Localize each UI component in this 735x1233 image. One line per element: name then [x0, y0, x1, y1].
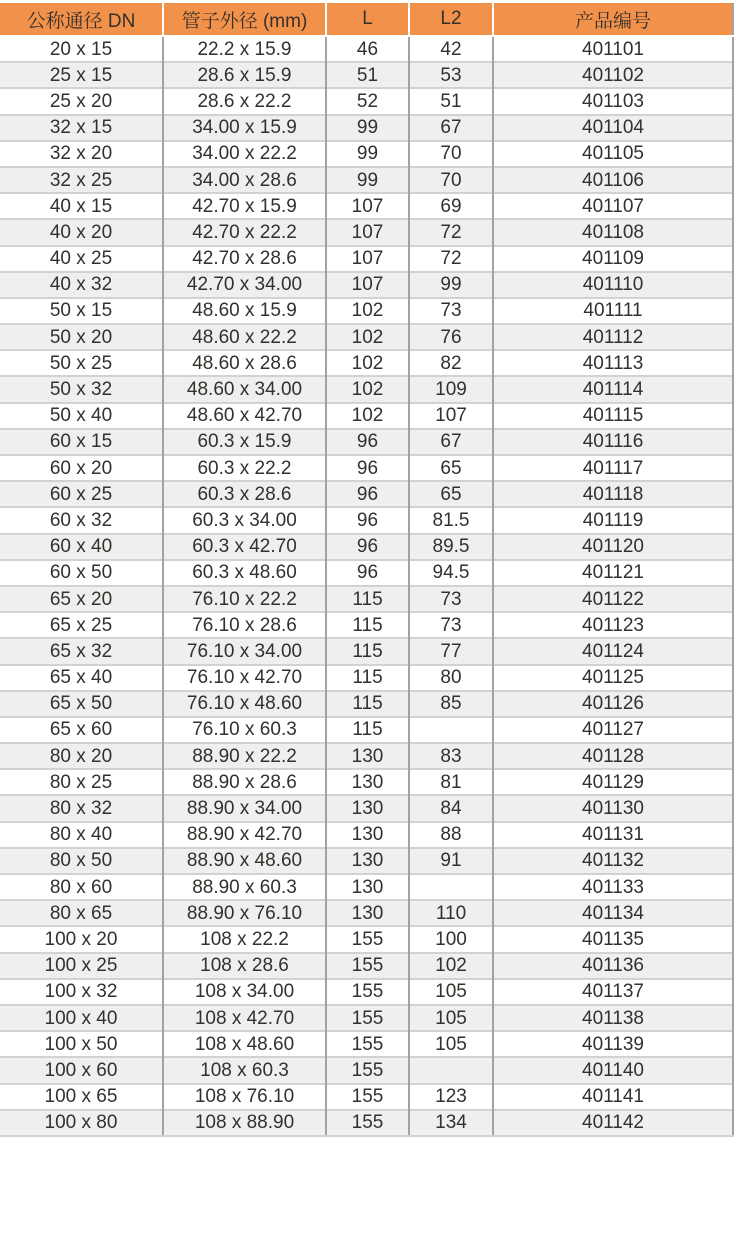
table-row	[0, 874, 733, 900]
table-cell: 401126	[493, 691, 733, 717]
table-cell: 401111	[493, 298, 733, 324]
table-row	[0, 350, 733, 376]
table-cell: 76	[409, 324, 493, 350]
table-cell: 60 x 40	[0, 534, 163, 560]
table-cell: 67	[409, 429, 493, 455]
table-cell: 107	[326, 272, 409, 298]
table-cell: 401124	[493, 638, 733, 664]
table-cell: 60 x 32	[0, 507, 163, 533]
table-cell: 80 x 20	[0, 743, 163, 769]
table-cell: 401112	[493, 324, 733, 350]
table-cell: 401122	[493, 586, 733, 612]
table-cell: 48.60 x 42.70	[163, 403, 326, 429]
table-cell: 60.3 x 28.6	[163, 481, 326, 507]
table-cell: 40 x 32	[0, 272, 163, 298]
table-cell: 107	[326, 246, 409, 272]
table-cell: 130	[326, 769, 409, 795]
table-cell: 100 x 80	[0, 1110, 163, 1136]
table-cell: 401129	[493, 769, 733, 795]
table-cell: 72	[409, 219, 493, 245]
table-row	[0, 848, 733, 874]
table-row	[0, 141, 733, 167]
table-cell: 107	[326, 193, 409, 219]
table-cell: 77	[409, 638, 493, 664]
table-cell: 401105	[493, 141, 733, 167]
table-row	[0, 1005, 733, 1031]
table-cell: 88.90 x 48.60	[163, 848, 326, 874]
table-cell	[409, 1057, 493, 1083]
table-cell: 40 x 20	[0, 219, 163, 245]
table-cell: 130	[326, 900, 409, 926]
table-cell: 50 x 40	[0, 403, 163, 429]
table-cell: 401139	[493, 1031, 733, 1057]
table-cell: 76.10 x 34.00	[163, 638, 326, 664]
table-row	[0, 167, 733, 193]
table-cell: 401135	[493, 926, 733, 952]
table-row	[0, 1110, 733, 1136]
table-cell: 401141	[493, 1084, 733, 1110]
table-cell: 53	[409, 62, 493, 88]
table-cell: 105	[409, 1031, 493, 1057]
table-cell: 28.6 x 15.9	[163, 62, 326, 88]
table-cell: 96	[326, 455, 409, 481]
table-cell: 401134	[493, 900, 733, 926]
table-cell: 401137	[493, 979, 733, 1005]
col-header-pipe-outer-diameter: 管子外径 (mm)	[163, 3, 326, 36]
header-row	[0, 3, 733, 36]
table-cell: 102	[326, 403, 409, 429]
table-cell: 401127	[493, 717, 733, 743]
table-cell: 50 x 15	[0, 298, 163, 324]
table-cell: 94.5	[409, 560, 493, 586]
table-cell: 65 x 40	[0, 665, 163, 691]
table-row	[0, 586, 733, 612]
table-cell: 51	[326, 62, 409, 88]
table-cell: 60.3 x 15.9	[163, 429, 326, 455]
table-cell: 65 x 32	[0, 638, 163, 664]
table-cell: 108 x 22.2	[163, 926, 326, 952]
table-cell: 100 x 20	[0, 926, 163, 952]
table-cell: 42.70 x 22.2	[163, 219, 326, 245]
table-cell: 25 x 15	[0, 62, 163, 88]
table-body	[0, 36, 733, 1136]
table-cell: 73	[409, 586, 493, 612]
table-cell: 109	[409, 376, 493, 402]
table-cell: 85	[409, 691, 493, 717]
table-cell: 48.60 x 28.6	[163, 350, 326, 376]
table-row	[0, 455, 733, 481]
table-cell: 115	[326, 665, 409, 691]
table-cell: 76.10 x 42.70	[163, 665, 326, 691]
table-row	[0, 612, 733, 638]
table-cell: 88.90 x 34.00	[163, 795, 326, 821]
table-cell: 65	[409, 481, 493, 507]
table-cell: 20 x 15	[0, 36, 163, 62]
table-cell: 50 x 25	[0, 350, 163, 376]
table-cell: 60 x 15	[0, 429, 163, 455]
table-cell: 73	[409, 298, 493, 324]
table-cell: 51	[409, 88, 493, 114]
table-cell: 102	[326, 298, 409, 324]
product-spec-table	[0, 3, 734, 1137]
table-cell: 115	[326, 612, 409, 638]
table-cell: 100 x 32	[0, 979, 163, 1005]
table-cell: 155	[326, 1110, 409, 1136]
table-cell: 32 x 25	[0, 167, 163, 193]
table-cell: 80 x 40	[0, 822, 163, 848]
table-row	[0, 376, 733, 402]
col-header-l2: L2	[409, 3, 493, 36]
table-cell: 32 x 15	[0, 115, 163, 141]
table-cell: 401121	[493, 560, 733, 586]
table-cell: 100 x 65	[0, 1084, 163, 1110]
table-cell: 60.3 x 22.2	[163, 455, 326, 481]
table-cell: 88.90 x 76.10	[163, 900, 326, 926]
table-cell: 130	[326, 743, 409, 769]
table-cell: 76.10 x 22.2	[163, 586, 326, 612]
table-cell: 107	[409, 403, 493, 429]
table-cell: 100 x 25	[0, 953, 163, 979]
table-cell: 401116	[493, 429, 733, 455]
table-cell: 73	[409, 612, 493, 638]
table-row	[0, 403, 733, 429]
table-cell: 96	[326, 534, 409, 560]
table-row	[0, 534, 733, 560]
table-cell: 155	[326, 1057, 409, 1083]
table-cell: 76.10 x 28.6	[163, 612, 326, 638]
table-cell: 100 x 60	[0, 1057, 163, 1083]
table-cell: 105	[409, 979, 493, 1005]
table-cell: 80 x 50	[0, 848, 163, 874]
table-cell: 401101	[493, 36, 733, 62]
table-cell: 401114	[493, 376, 733, 402]
table-cell: 401117	[493, 455, 733, 481]
table-cell: 99	[326, 115, 409, 141]
table-cell: 60.3 x 48.60	[163, 560, 326, 586]
table-row	[0, 665, 733, 691]
table-cell: 115	[326, 691, 409, 717]
table-cell: 89.5	[409, 534, 493, 560]
table-cell: 69	[409, 193, 493, 219]
table-cell: 48.60 x 22.2	[163, 324, 326, 350]
table-cell: 80	[409, 665, 493, 691]
table-cell: 96	[326, 507, 409, 533]
table-cell: 401132	[493, 848, 733, 874]
table-row	[0, 1084, 733, 1110]
table-row	[0, 36, 733, 62]
col-header-l: L	[326, 3, 409, 36]
table-cell: 102	[409, 953, 493, 979]
table-cell: 88.90 x 22.2	[163, 743, 326, 769]
table-cell: 46	[326, 36, 409, 62]
table-cell: 401133	[493, 874, 733, 900]
table-cell: 401108	[493, 219, 733, 245]
table-cell: 401119	[493, 507, 733, 533]
table-row	[0, 769, 733, 795]
table-cell	[409, 874, 493, 900]
table-cell: 155	[326, 1031, 409, 1057]
table-cell: 60 x 25	[0, 481, 163, 507]
table-cell: 401140	[493, 1057, 733, 1083]
table-cell: 401131	[493, 822, 733, 848]
table-cell: 130	[326, 874, 409, 900]
table-cell: 83	[409, 743, 493, 769]
table-cell: 91	[409, 848, 493, 874]
table-cell: 100 x 40	[0, 1005, 163, 1031]
table-cell: 401107	[493, 193, 733, 219]
table-cell: 99	[409, 272, 493, 298]
table-cell: 155	[326, 979, 409, 1005]
table-row	[0, 246, 733, 272]
table-cell: 123	[409, 1084, 493, 1110]
table-row	[0, 691, 733, 717]
table-cell: 130	[326, 795, 409, 821]
table-row	[0, 953, 733, 979]
col-header-product-code: 产品编号	[493, 3, 733, 36]
table-cell: 105	[409, 1005, 493, 1031]
table-row	[0, 979, 733, 1005]
table-cell: 401136	[493, 953, 733, 979]
table-cell: 81.5	[409, 507, 493, 533]
table-row	[0, 926, 733, 952]
table-cell: 88	[409, 822, 493, 848]
table-row	[0, 560, 733, 586]
table-cell: 42.70 x 28.6	[163, 246, 326, 272]
table-cell: 48.60 x 15.9	[163, 298, 326, 324]
table-cell: 401103	[493, 88, 733, 114]
table-cell: 401106	[493, 167, 733, 193]
table-cell: 102	[326, 376, 409, 402]
table-cell: 108 x 76.10	[163, 1084, 326, 1110]
table-row	[0, 324, 733, 350]
table-cell: 155	[326, 953, 409, 979]
table-row	[0, 193, 733, 219]
table-cell: 401102	[493, 62, 733, 88]
table-cell	[409, 717, 493, 743]
table-cell: 401128	[493, 743, 733, 769]
table-row	[0, 115, 733, 141]
table-cell: 60.3 x 42.70	[163, 534, 326, 560]
table-row	[0, 507, 733, 533]
table-cell: 67	[409, 115, 493, 141]
table-cell: 60 x 20	[0, 455, 163, 481]
table-cell: 155	[326, 1005, 409, 1031]
table-cell: 80 x 25	[0, 769, 163, 795]
table-cell: 401142	[493, 1110, 733, 1136]
table-row	[0, 900, 733, 926]
table-cell: 84	[409, 795, 493, 821]
table-cell: 82	[409, 350, 493, 376]
table-cell: 108 x 88.90	[163, 1110, 326, 1136]
table-cell: 100 x 50	[0, 1031, 163, 1057]
table-cell: 65 x 20	[0, 586, 163, 612]
table-cell: 99	[326, 167, 409, 193]
table-cell: 81	[409, 769, 493, 795]
table-cell: 60.3 x 34.00	[163, 507, 326, 533]
table-cell: 155	[326, 926, 409, 952]
table-cell: 52	[326, 88, 409, 114]
table-cell: 401104	[493, 115, 733, 141]
table-row	[0, 219, 733, 245]
table-cell: 50 x 32	[0, 376, 163, 402]
table-row	[0, 795, 733, 821]
table-cell: 80 x 32	[0, 795, 163, 821]
table-cell: 65	[409, 455, 493, 481]
table-cell: 28.6 x 22.2	[163, 88, 326, 114]
table-cell: 401115	[493, 403, 733, 429]
table-row	[0, 298, 733, 324]
table-cell: 42.70 x 15.9	[163, 193, 326, 219]
table-cell: 108 x 42.70	[163, 1005, 326, 1031]
table-cell: 401113	[493, 350, 733, 376]
table-cell: 107	[326, 219, 409, 245]
table-cell: 42	[409, 36, 493, 62]
table-cell: 108 x 34.00	[163, 979, 326, 1005]
table-cell: 99	[326, 141, 409, 167]
table-cell: 401118	[493, 481, 733, 507]
table-cell: 96	[326, 429, 409, 455]
table-header	[0, 3, 733, 36]
table-cell: 96	[326, 481, 409, 507]
table-row	[0, 272, 733, 298]
table-cell: 70	[409, 141, 493, 167]
table-cell: 65 x 25	[0, 612, 163, 638]
table-cell: 88.90 x 42.70	[163, 822, 326, 848]
table-cell: 401125	[493, 665, 733, 691]
table-row	[0, 481, 733, 507]
table-cell: 88.90 x 28.6	[163, 769, 326, 795]
table-cell: 65 x 60	[0, 717, 163, 743]
table-row	[0, 1031, 733, 1057]
table-cell: 34.00 x 28.6	[163, 167, 326, 193]
table-cell: 401120	[493, 534, 733, 560]
table-cell: 96	[326, 560, 409, 586]
table-row	[0, 62, 733, 88]
table-cell: 22.2 x 15.9	[163, 36, 326, 62]
table-cell: 134	[409, 1110, 493, 1136]
table-cell: 115	[326, 586, 409, 612]
table-cell: 42.70 x 34.00	[163, 272, 326, 298]
table-cell: 401123	[493, 612, 733, 638]
table-cell: 100	[409, 926, 493, 952]
table-row	[0, 717, 733, 743]
table-cell: 48.60 x 34.00	[163, 376, 326, 402]
table-cell: 76.10 x 48.60	[163, 691, 326, 717]
table-cell: 72	[409, 246, 493, 272]
table-cell: 108 x 28.6	[163, 953, 326, 979]
table-cell: 401130	[493, 795, 733, 821]
table-cell: 60 x 50	[0, 560, 163, 586]
table-row	[0, 1057, 733, 1083]
table-cell: 130	[326, 848, 409, 874]
table-cell: 401110	[493, 272, 733, 298]
table-cell: 108 x 48.60	[163, 1031, 326, 1057]
table-cell: 401138	[493, 1005, 733, 1031]
table-cell: 40 x 25	[0, 246, 163, 272]
table-row	[0, 743, 733, 769]
table-cell: 110	[409, 900, 493, 926]
table-cell: 115	[326, 717, 409, 743]
table-cell: 76.10 x 60.3	[163, 717, 326, 743]
table-cell: 80 x 60	[0, 874, 163, 900]
table-row	[0, 822, 733, 848]
col-header-nominal-diameter: 公称通径 DN	[0, 3, 163, 36]
table-cell: 80 x 65	[0, 900, 163, 926]
table-cell: 115	[326, 638, 409, 664]
table-cell: 130	[326, 822, 409, 848]
table-cell: 108 x 60.3	[163, 1057, 326, 1083]
table-row	[0, 88, 733, 114]
table-cell: 88.90 x 60.3	[163, 874, 326, 900]
table-cell: 155	[326, 1084, 409, 1110]
table-row	[0, 638, 733, 664]
table-cell: 34.00 x 22.2	[163, 141, 326, 167]
table-cell: 102	[326, 350, 409, 376]
table-cell: 40 x 15	[0, 193, 163, 219]
table-cell: 401109	[493, 246, 733, 272]
table-cell: 25 x 20	[0, 88, 163, 114]
table-cell: 70	[409, 167, 493, 193]
table-cell: 102	[326, 324, 409, 350]
table-cell: 50 x 20	[0, 324, 163, 350]
table-cell: 32 x 20	[0, 141, 163, 167]
table-cell: 65 x 50	[0, 691, 163, 717]
table-row	[0, 429, 733, 455]
table-cell: 34.00 x 15.9	[163, 115, 326, 141]
